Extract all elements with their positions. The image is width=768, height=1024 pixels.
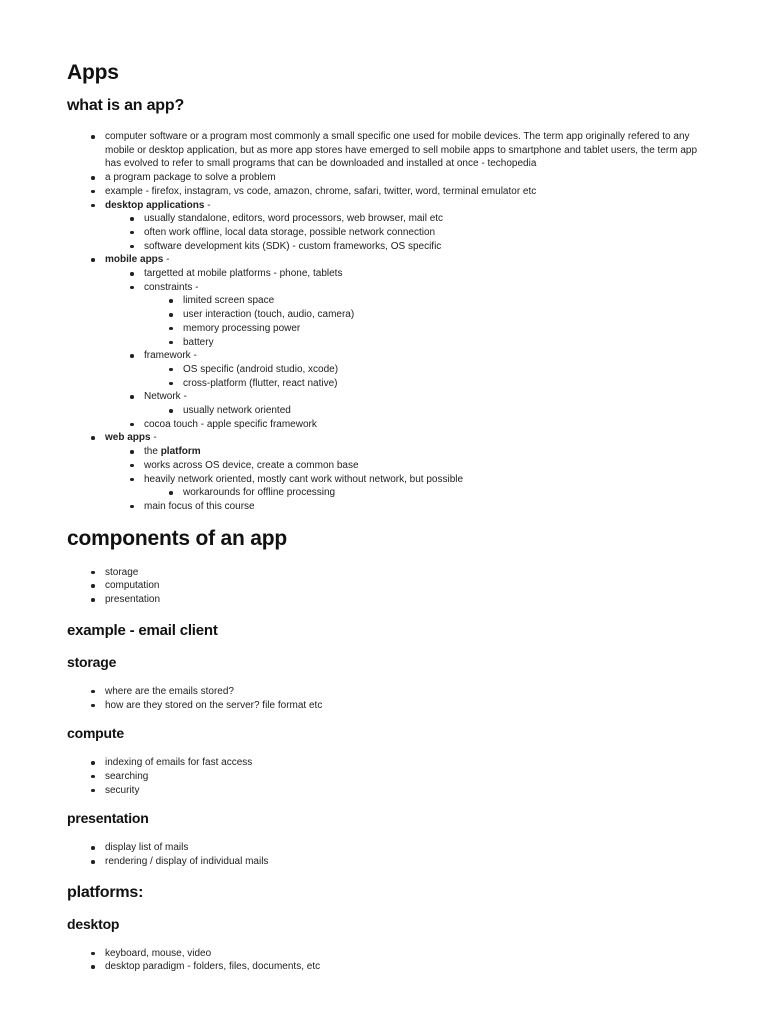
list-item-mobile-apps: mobile apps - targetted at mobile platforms - phone, tablets constraints - limited screen space user interaction (touch, audio, camera) memory processing power battery framework - OS specific (android studio, xcode) cross-platform (flutter, react native) Network - usually network oriented cocoa touch - apple specific framework — [105, 253, 702, 431]
list-item: cross-platform (flutter, react native) — [183, 377, 702, 391]
list-item: how are they stored on the server? file format etc — [105, 699, 702, 713]
list-item: keyboard, mouse, video — [105, 947, 702, 961]
list-item: desktop paradigm - folders, files, documents, etc — [105, 960, 702, 974]
web-apps-sublist — [105, 445, 702, 514]
list-item-desktop-applications: desktop applications - usually standalone, editors, word processors, web browser, mail etc often work offline, local data storage, possible network connection software development kits (SDK) - custom frameworks, OS specific — [105, 199, 702, 254]
list-item: rendering / display of individual mails — [105, 855, 702, 869]
list-item: limited screen space — [183, 294, 702, 308]
constraints-sublist — [144, 294, 702, 349]
page-title: Apps — [67, 61, 119, 84]
list-item: storage — [105, 566, 702, 580]
framework-sublist — [144, 363, 702, 390]
section-heading-components: components of an app — [67, 526, 288, 550]
offline-sublist — [144, 486, 702, 500]
list-item: main focus of this course — [144, 500, 702, 514]
list-item: often work offline, local data storage, possible network connection — [144, 226, 702, 240]
list-item: heavily network oriented, mostly cant work without network, but possible workarounds for offline processing — [144, 473, 702, 500]
list-item: cocoa touch - apple specific framework — [144, 418, 702, 432]
list-item: a program package to solve a problem — [105, 171, 702, 185]
section-heading-what-is-an-app: what is an app? — [67, 97, 185, 114]
list-item: user interaction (touch, audio, camera) — [183, 308, 702, 322]
list-item-network: Network - usually network oriented — [144, 390, 702, 417]
section-heading-presentation: presentation — [67, 810, 149, 827]
list-item-web-apps: web apps - the platform works across OS device, create a common base heavily network oriented, mostly cant work without network, but possible workarounds for offline processing main focus of this course — [105, 431, 702, 513]
bold-label: platform — [160, 446, 201, 458]
list-item: indexing of emails for fast access — [105, 756, 702, 770]
bold-label: mobile apps — [105, 254, 164, 266]
mobile-apps-sublist — [105, 267, 702, 431]
section-heading-compute: compute — [67, 725, 124, 742]
list-item: OS specific (android studio, xcode) — [183, 363, 702, 377]
list-item: workarounds for offline processing — [183, 486, 702, 500]
list-item: targetted at mobile platforms - phone, tablets — [144, 267, 702, 281]
storage-list — [67, 685, 702, 712]
list-item: security — [105, 784, 702, 798]
list-item: presentation — [105, 593, 702, 607]
section-heading-example-email-client: example - email client — [67, 621, 218, 639]
list-item-constraints: constraints - limited screen space user interaction (touch, audio, camera) memory processing power battery — [144, 281, 702, 350]
list-item: computer software or a program most commonly a small specific one used for mobile devices. The term app originally refered to any mobile or desktop application, but as more app stores have emerged to sell mobile apps to smartphone and tablet users, the term app has evolved to refer to small programs that can be downloaded and installed at once - techopedia — [105, 130, 702, 171]
section-heading-desktop: desktop — [67, 915, 120, 932]
list-item-framework: framework - OS specific (android studio, xcode) cross-platform (flutter, react native) — [144, 349, 702, 390]
list-item: example - firefox, instagram, vs code, amazon, chrome, safari, twitter, word, terminal emulator etc — [105, 185, 702, 199]
desktop-applications-sublist — [105, 212, 702, 253]
what-is-app-list — [67, 130, 702, 514]
list-item: the platform — [144, 445, 702, 459]
section-heading-storage: storage — [67, 653, 117, 670]
list-item: display list of mails — [105, 841, 702, 855]
list-item: usually standalone, editors, word processors, web browser, mail etc — [144, 212, 702, 226]
components-list — [67, 566, 702, 607]
list-item: works across OS device, create a common base — [144, 459, 702, 473]
list-item: usually network oriented — [183, 404, 702, 418]
list-item: memory processing power — [183, 322, 702, 336]
list-item: computation — [105, 579, 702, 593]
bold-label: web apps — [105, 432, 151, 444]
network-sublist — [144, 404, 702, 418]
list-item: software development kits (SDK) - custom frameworks, OS specific — [144, 240, 702, 254]
list-item: searching — [105, 770, 702, 784]
bold-label: desktop applications — [105, 199, 205, 211]
desktop-platform-list — [67, 947, 702, 974]
list-item: where are the emails stored? — [105, 685, 702, 699]
presentation-list — [67, 841, 702, 868]
compute-list — [67, 756, 702, 797]
section-heading-platforms: platforms: — [67, 883, 144, 901]
list-item: battery — [183, 336, 702, 350]
